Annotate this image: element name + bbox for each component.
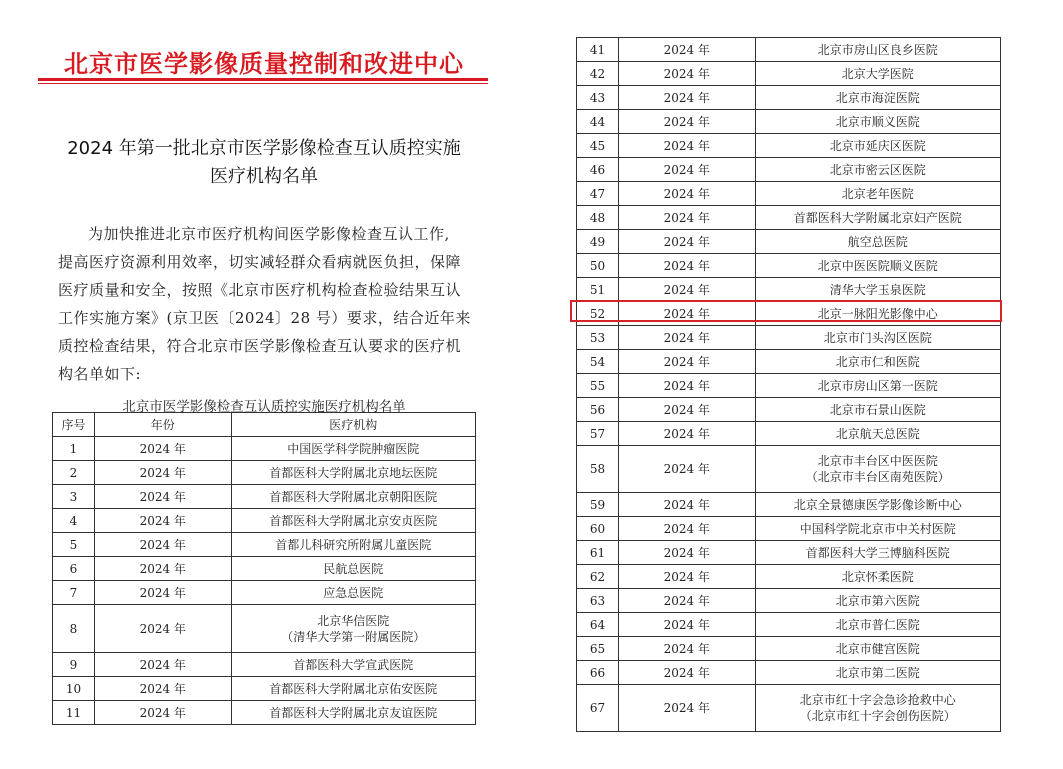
row-institution-cell: 北京市健宫医院 (755, 637, 1000, 661)
row-institution-cell: 中国科学院北京市中关村医院 (755, 517, 1000, 541)
table-row (577, 613, 1001, 637)
row-institution-cell: 首都医科大学宣武医院 (231, 653, 475, 677)
row-number-cell: 3 (53, 485, 95, 509)
document-title-line-1: 2024 年第一批北京市医学影像检查互认质控实施 (67, 138, 461, 159)
row-year-cell: 2024 年 (618, 374, 755, 398)
row-year-cell: 2024 年 (618, 110, 755, 134)
row-year-cell: 2024 年 (618, 661, 755, 685)
row-year-cell: 2024 年 (94, 437, 231, 461)
row-institution-cell: 北京市普仁医院 (755, 613, 1000, 637)
row-year-cell: 2024 年 (618, 517, 755, 541)
table-row (577, 493, 1001, 517)
row-number-cell: 65 (577, 637, 619, 661)
row-institution-cell: 航空总医院 (755, 230, 1000, 254)
row-institution-cell: 首都医科大学三博脑科医院 (755, 541, 1000, 565)
table-row (577, 374, 1001, 398)
row-number-cell: 53 (577, 326, 619, 350)
table-row (577, 230, 1001, 254)
table-row (53, 701, 476, 725)
table-caption: 北京市医学影像检查互认质控实施医疗机构名单 (122, 399, 406, 415)
table-row (577, 589, 1001, 613)
row-institution-cell: 北京市顺义医院 (755, 110, 1000, 134)
body-paragraph-line: 为加快推进北京市医疗机构间医学影像检查互认工作, (88, 225, 450, 243)
row-number-cell: 42 (577, 62, 619, 86)
row-institution-cell: 首都医科大学附属北京地坛医院 (231, 461, 475, 485)
row-institution-cell: 北京航天总医院 (755, 422, 1000, 446)
row-institution-cell: 中国医学科学院肿瘤医院 (231, 437, 475, 461)
row-number-cell: 51 (577, 278, 619, 302)
table-row (577, 517, 1001, 541)
header-red-rule-thick (38, 78, 488, 81)
row-number-cell: 49 (577, 230, 619, 254)
table-header-cell: 序号 (53, 413, 95, 437)
row-number-cell: 7 (53, 581, 95, 605)
row-number-cell: 54 (577, 350, 619, 374)
table-row (577, 541, 1001, 565)
table-row (577, 206, 1001, 230)
row-number-cell: 67 (577, 685, 619, 732)
row-year-cell: 2024 年 (618, 254, 755, 278)
row-year-cell: 2024 年 (94, 677, 231, 701)
left-institution-table (52, 412, 476, 725)
body-paragraph-line: 工作实施方案》(京卫医〔2024〕28 号）要求，结合近年来 (58, 309, 471, 327)
body-paragraph-line: 医疗质量和安全，按照《北京市医疗机构检查检验结果互认 (58, 281, 462, 299)
row-year-cell: 2024 年 (618, 350, 755, 374)
table-row (53, 485, 476, 509)
table-row (577, 134, 1001, 158)
table-row (577, 637, 1001, 661)
header-red-rule-thin (38, 83, 488, 84)
row-institution-cell: 首都医科大学附属北京妇产医院 (755, 206, 1000, 230)
row-number-cell: 5 (53, 533, 95, 557)
row-number-cell: 64 (577, 613, 619, 637)
table-row (53, 437, 476, 461)
table-row (53, 557, 476, 581)
row-year-cell: 2024 年 (618, 86, 755, 110)
row-year-cell: 2024 年 (618, 278, 755, 302)
table-row (577, 398, 1001, 422)
row-number-cell: 44 (577, 110, 619, 134)
highlight-box-row-52 (570, 300, 1002, 322)
table-row (577, 38, 1001, 62)
body-paragraph-line: 提高医疗资源利用效率，切实减轻群众看病就医负担，保障 (58, 253, 462, 271)
row-year-cell: 2024 年 (94, 557, 231, 581)
document-title-line-2: 医疗机构名单 (210, 166, 318, 187)
row-number-cell: 47 (577, 182, 619, 206)
row-year-cell: 2024 年 (618, 637, 755, 661)
row-year-cell: 2024 年 (618, 493, 755, 517)
row-year-cell: 2024 年 (618, 62, 755, 86)
row-institution-cell: 首都儿科研究所附属儿童医院 (231, 533, 475, 557)
table-row (53, 509, 476, 533)
row-number-cell: 63 (577, 589, 619, 613)
row-number-cell: 52 (577, 302, 619, 326)
row-year-cell: 2024 年 (618, 422, 755, 446)
table-row (577, 62, 1001, 86)
table-row (577, 182, 1001, 206)
table-row (577, 350, 1001, 374)
row-number-cell: 9 (53, 653, 95, 677)
row-institution-cell: 北京市房山区良乡医院 (755, 38, 1000, 62)
institution-name: 北京市丰台区中医医院 (817, 454, 938, 468)
table-row (577, 661, 1001, 685)
row-year-cell: 2024 年 (618, 182, 755, 206)
table-row (53, 461, 476, 485)
row-year-cell: 2024 年 (618, 589, 755, 613)
institution-alias: （北京市红十字会创伤医院） (799, 709, 956, 723)
row-institution-cell: 北京全景德康医学影像诊断中心 (755, 493, 1000, 517)
row-year-cell: 2024 年 (618, 158, 755, 182)
row-institution-cell: 首都医科大学附属北京朝阳医院 (231, 485, 475, 509)
row-number-cell: 11 (53, 701, 95, 725)
row-institution-cell: 北京市延庆区医院 (755, 134, 1000, 158)
row-institution-cell: 首都医科大学附属北京友谊医院 (231, 701, 475, 725)
table-row (53, 581, 476, 605)
row-number-cell: 45 (577, 134, 619, 158)
table-row (577, 326, 1001, 350)
institution-alias: （清华大学第一附属医院） (281, 629, 426, 644)
row-institution-cell (755, 685, 1000, 732)
row-year-cell: 2024 年 (618, 230, 755, 254)
row-number-cell: 4 (53, 509, 95, 533)
row-year-cell: 2024 年 (94, 509, 231, 533)
row-institution-cell (231, 605, 475, 653)
row-institution-cell: 北京中医医院顺义医院 (755, 254, 1000, 278)
row-institution-cell: 北京大学医院 (755, 62, 1000, 86)
row-institution-cell (755, 446, 1000, 493)
row-institution-cell: 北京市第六医院 (755, 589, 1000, 613)
row-year-cell: 2024 年 (618, 302, 755, 326)
row-year-cell: 2024 年 (94, 461, 231, 485)
table-row (53, 533, 476, 557)
row-year-cell: 2024 年 (618, 565, 755, 589)
row-year-cell: 2024 年 (618, 206, 755, 230)
row-number-cell: 55 (577, 374, 619, 398)
row-number-cell: 6 (53, 557, 95, 581)
row-institution-cell: 民航总医院 (231, 557, 475, 581)
table-row (577, 110, 1001, 134)
row-number-cell: 50 (577, 254, 619, 278)
row-institution-cell: 北京老年医院 (755, 182, 1000, 206)
row-number-cell: 59 (577, 493, 619, 517)
row-institution-cell: 北京市仁和医院 (755, 350, 1000, 374)
row-number-cell: 10 (53, 677, 95, 701)
row-institution-cell: 首都医科大学附属北京佑安医院 (231, 677, 475, 701)
table-row (577, 446, 1001, 493)
row-institution-cell: 北京市第二医院 (755, 661, 1000, 685)
right-institution-table (576, 37, 1001, 732)
row-number-cell: 2 (53, 461, 95, 485)
table-row (53, 653, 476, 677)
table-row (53, 677, 476, 701)
row-number-cell: 61 (577, 541, 619, 565)
row-year-cell: 2024 年 (618, 613, 755, 637)
row-institution-cell: 北京市房山区第一医院 (755, 374, 1000, 398)
table-header-row (53, 413, 476, 437)
row-year-cell: 2024 年 (618, 134, 755, 158)
body-paragraph-line: 构名单如下: (58, 365, 142, 383)
row-institution-cell: 北京市密云区医院 (755, 158, 1000, 182)
row-number-cell: 58 (577, 446, 619, 493)
table-row (577, 685, 1001, 732)
institution-name: 北京华信医院 (317, 613, 390, 628)
row-year-cell: 2024 年 (94, 701, 231, 725)
table-header-cell: 年份 (94, 413, 231, 437)
table-header-cell: 医疗机构 (231, 413, 475, 437)
row-year-cell: 2024 年 (94, 485, 231, 509)
row-institution-cell: 北京市海淀医院 (755, 86, 1000, 110)
row-number-cell: 62 (577, 565, 619, 589)
row-institution-cell: 应急总医院 (231, 581, 475, 605)
row-number-cell: 60 (577, 517, 619, 541)
table-row (577, 158, 1001, 182)
row-year-cell: 2024 年 (94, 653, 231, 677)
row-institution-cell: 首都医科大学附属北京安贞医院 (231, 509, 475, 533)
row-number-cell: 41 (577, 38, 619, 62)
table-row (577, 422, 1001, 446)
body-paragraph-line: 质控检查结果，符合北京市医学影像检查互认要求的医疗机 (58, 337, 462, 355)
table-row (577, 278, 1001, 302)
row-number-cell: 56 (577, 398, 619, 422)
table-row (577, 254, 1001, 278)
row-number-cell: 46 (577, 158, 619, 182)
row-year-cell: 2024 年 (618, 38, 755, 62)
row-year-cell: 2024 年 (618, 685, 755, 732)
row-year-cell: 2024 年 (618, 398, 755, 422)
table-row (53, 605, 476, 653)
institution-alias: （北京市丰台区南苑医院） (805, 470, 950, 484)
row-number-cell: 43 (577, 86, 619, 110)
table-row (577, 86, 1001, 110)
row-number-cell: 57 (577, 422, 619, 446)
institution-name: 北京市红十字会急诊抢救中心 (799, 693, 956, 707)
row-number-cell: 48 (577, 206, 619, 230)
row-number-cell: 1 (53, 437, 95, 461)
row-institution-cell: 北京一脉阳光影像中心 (755, 302, 1000, 326)
row-institution-cell: 北京怀柔医院 (755, 565, 1000, 589)
row-year-cell: 2024 年 (618, 541, 755, 565)
row-institution-cell: 北京市门头沟区医院 (755, 326, 1000, 350)
row-institution-cell: 北京市石景山医院 (755, 398, 1000, 422)
org-header-title: 北京市医学影像质量控制和改进中心 (64, 50, 464, 78)
row-year-cell: 2024 年 (94, 581, 231, 605)
row-year-cell: 2024 年 (618, 446, 755, 493)
row-number-cell: 66 (577, 661, 619, 685)
row-year-cell: 2024 年 (618, 326, 755, 350)
row-year-cell: 2024 年 (94, 533, 231, 557)
row-year-cell: 2024 年 (94, 605, 231, 653)
row-institution-cell: 清华大学玉泉医院 (755, 278, 1000, 302)
row-number-cell: 8 (53, 605, 95, 653)
table-row (577, 565, 1001, 589)
